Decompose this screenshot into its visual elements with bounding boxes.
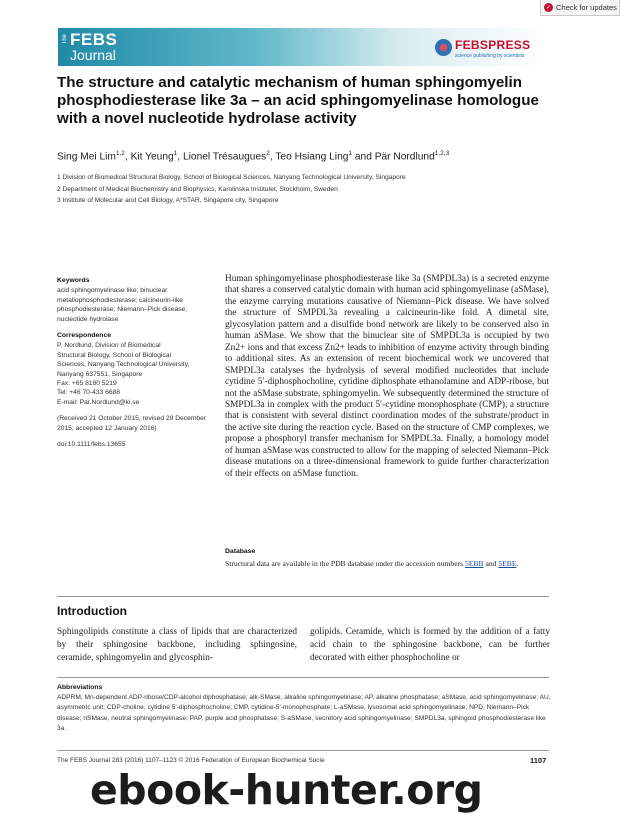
author-ling: Teo Hsiang Ling (275, 151, 349, 163)
correspondence-tel: Tel: +46 70-433 6688 (57, 389, 121, 397)
febs-press-globe-icon (435, 39, 452, 56)
introduction-column-1: Sphingolipids constitute a class of lipids that are characterized by their sphingosine backbone, including sphingosine, ceramide, sphingomyelin and glycosphin- (57, 627, 297, 664)
introduction-heading: Introduction (57, 604, 127, 618)
correspondence-line: Sciences, Nanyang Technological University, (57, 361, 190, 369)
author-tresaugues: Lionel Trésaugues (182, 151, 267, 163)
article-title: The structure and catalytic mechanism of human sphingomyelin phosphodiesterase like 3a – an acid sphingomyelinase homologue with a novel nucleotide hydrolase activity (57, 74, 539, 127)
received-dates: (Received 21 October 2015, revised 29 December 2015, accepted 12 January 2016) (57, 415, 207, 432)
febs-press-logo: FEBSPRESS science publishing by scientists (435, 36, 550, 64)
affiliation-1: 1 Division of Biomedical Structural Biology, School of Biological Sciences, Nanyang Technological University, Singapore (57, 174, 406, 181)
watermark: ebook-hunter.org (90, 766, 483, 814)
divider (57, 750, 549, 751)
update-badge-icon: ✓ (545, 5, 552, 11)
database-heading: Database (225, 548, 256, 555)
affiliation-3: 3 Institute of Molecular and Cell Biology, A*STAR, Singapore city, Singapore (57, 197, 279, 205)
page-number: 1107 (530, 756, 547, 765)
abbreviations-heading: Abbreviations (57, 684, 103, 691)
author-yeung: Kit Yeung (130, 151, 174, 163)
correspondence-fax: Fax: +65 8180 5219 (57, 380, 117, 388)
keywords-text: acid sphingomyelinase like; binuclear metallophosphodiesterase; calcineurin-like phosphodiesterase; Niemann–Pick disease; nucleotide hydrolase (57, 287, 188, 323)
correspondence-email[interactable]: E-mail: Par.Nordlund@ki.se (57, 398, 140, 406)
pdb-link-5ebb[interactable]: 5EBB (464, 559, 484, 568)
divider (57, 596, 549, 597)
introduction-column-2: golipids. Ceramide, which is formed by the addition of a fatty acid chain to the sphingosine backbone, can be further decorated with either phosphocholine or (310, 627, 550, 664)
pdb-link-5ebe[interactable]: 5EBE (498, 559, 517, 568)
abstract: Human sphingomyelinase phosphodiesterase like 3a (SMPDL3a) is a secreted enzyme that shares a conserved catalytic domain with human acid sphingomyelinase (aSMase), the enzyme carrying mutations causative of Niemann–Pick disease. We have solved the structure of SMPDL3a revealing a calcineurin-like fold. A dimetal site, glycosylation pattern and a disulfide bond network are likely to be conserved also in human aSMase. We show that the binuclear site of SMPDL3a is occupied by two Zn2+ ions and that excess Zn2+ leads to inhibition of enzyme activity through binding to additional sites. As an extension of recent biochemical work we uncovered that SMPDL3a catalyses the hydrolysis of several modified nucleotides that include cytidine 5′-diphosphocholine, cytidine diphosphate ethanolamine and ADP-ribose, but not the aSMase substrate, sphingomyelin. We subsequently determined the structure of SMPDL3a in complex with the product 5′-cytidine monophosphate (CMP), a structure that is consistent with several distinct coordination modes of the substrate/product in the active site during the reaction cycle. Based on the structure of CMP complexes, we propose a phosphoryl transfer mechanism for SMPDL3a. Finally, a homology model of human aSMase was constructed to allow for the mapping of selected Niemann–Pick disease mutations on a three-dimensional framework to guide further characterization of their effects on aSMase function. (225, 274, 550, 479)
correspondence-heading: Correspondence (57, 332, 112, 340)
correspondence-line: P. Nordlund, Division of Biomedical (57, 342, 161, 350)
febs-journal-logo: The FEBS Journal (62, 30, 118, 63)
abbreviations-text: ADPRM, Mn-dependent ADP-ribose/CDP-alcohol diphosphatase; alk-SMase, alkaline sphingomyelinase; AP, alkaline phosphatase; aSMase, acid sphingomyelinase; AU, asymmetric unit; CDP-choline, cytidine 5′-diphosphocholine; CMP, cytidine-5′-monophosphate; L-aSMase, lysosomal acid sphingomyelinase; NPD, Niemann–Pick disease; nSMase, neutral sphingomyelinase; PAP, purple acid phosphatase; S-aSMase, secretory acid sphingomyelinase; SMPDL3a, sphingoid phosphodiesterase like 3a. (57, 694, 551, 732)
database-text: Structural data are available in the PDB database under the accession numbers 5EBB and 5EBE. (225, 559, 519, 568)
affiliations (57, 172, 557, 207)
correspondence-line: Structural Biology, School of Biological (57, 351, 171, 359)
keywords-heading: Keywords (57, 277, 90, 284)
author-lim-sup: 1,2 (115, 150, 125, 157)
affiliation-2: 2 Department of Medical Biochemistry and Biophysics, Karolinska Institutet, Stockholm, Sweden (57, 185, 338, 193)
check-for-updates-button[interactable] (540, 0, 620, 16)
footer-citation: The FEBS Journal 283 (2016) 1107–1123 © 2016 Federation of European Biochemical Socie (57, 757, 325, 764)
correspondence-line: Nanyang 637551, Singapore (57, 370, 143, 378)
author-nordlund: Pär Nordlund (374, 151, 435, 163)
check-for-updates-label: Check for updates (556, 3, 617, 12)
article-sidebar (57, 276, 217, 457)
divider (57, 677, 549, 678)
author-list: Sing Mei Lim$^{1,2}$, Kit Yeung$^1$, Lionel Trésaugues$^2$, Teo Hsiang Ling$^1$ and Pär Nordlund$^{1,2,3}$ (57, 150, 450, 163)
doi[interactable]: doi:10.1111/febs.13655 (57, 441, 126, 449)
author-lim: Sing Mei Lim (57, 151, 116, 163)
